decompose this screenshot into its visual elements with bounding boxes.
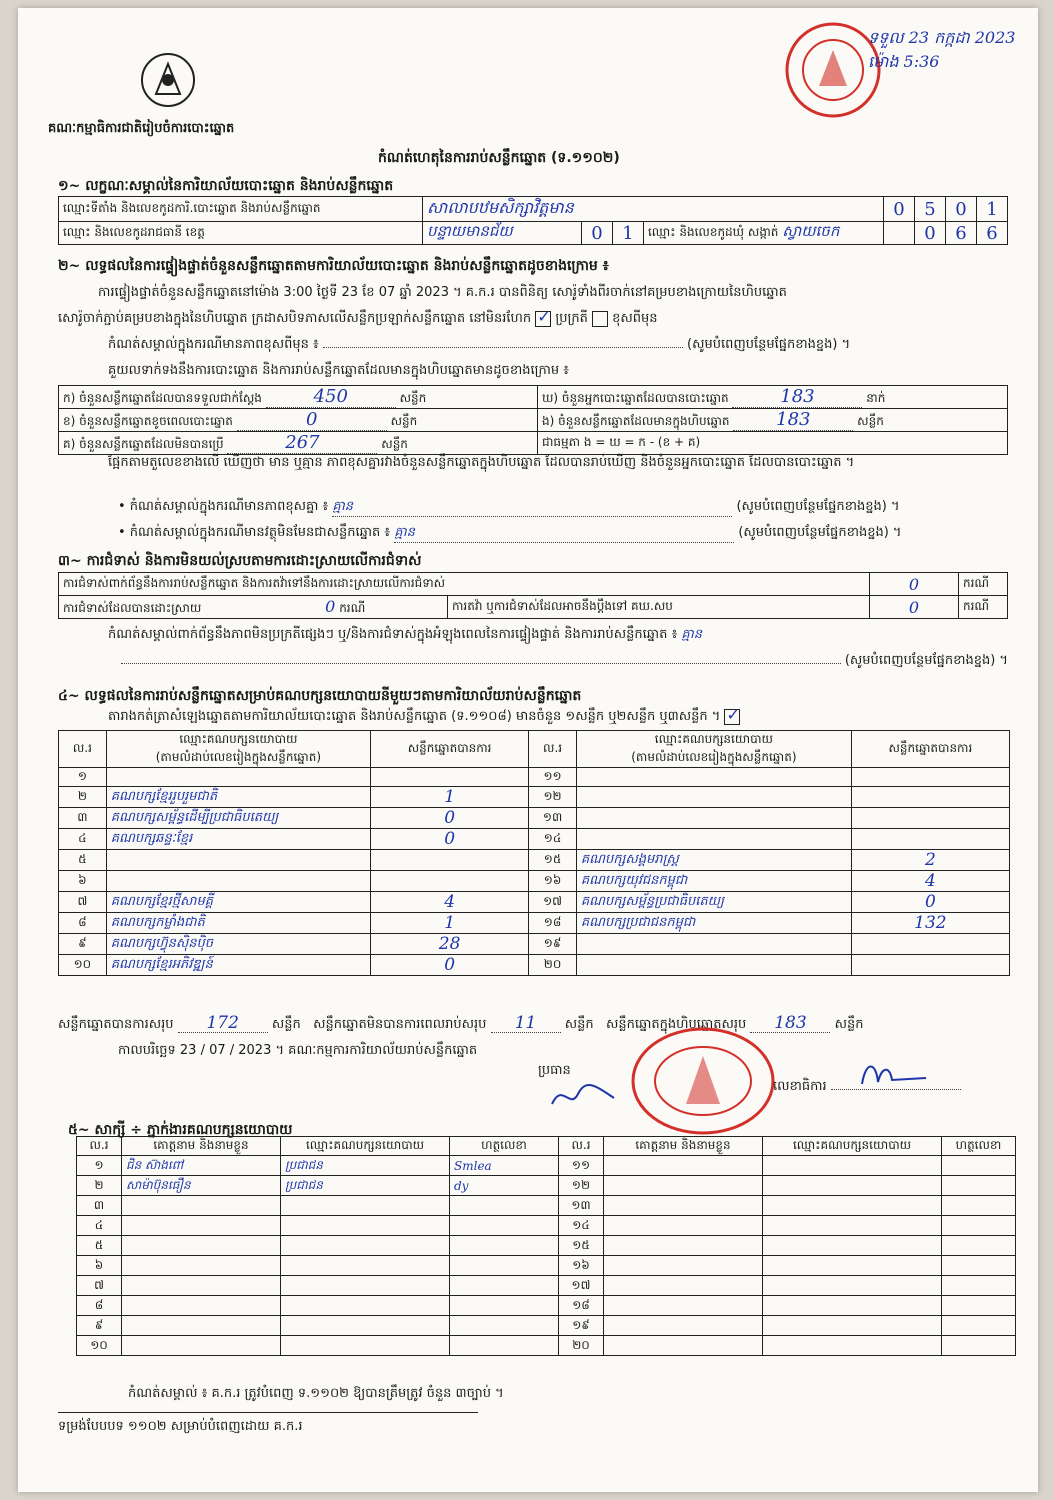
witness-party-right	[763, 1176, 942, 1196]
table-row	[59, 913, 1010, 934]
witness-name	[122, 1256, 281, 1276]
province-value: បន្ទាយមានជ័យ	[423, 222, 582, 245]
count-k-unit: សន្លឹក	[399, 391, 427, 405]
col-votes-right: សន្លឹកឆ្នោតបានការ	[851, 731, 1009, 768]
witness-name	[122, 1336, 281, 1356]
col-party-title: ឈ្មោះគណបក្សនយោបាយ	[179, 732, 298, 746]
result-party-right: គណបក្សសង្គមរាស្ត្រ	[576, 850, 851, 871]
commune-label	[644, 222, 884, 245]
witness-party-right	[763, 1256, 942, 1276]
count-kh-label: ខ) ចំនួនសន្លឹកឆ្នោតខូចពេលបោះឆ្នោត	[63, 414, 233, 428]
witness-name-right	[604, 1216, 763, 1236]
witness-no: ២	[77, 1176, 122, 1196]
table-row	[77, 1296, 1016, 1316]
w-col-name-right: គោត្តនាម និងនាមខ្លួន	[604, 1137, 763, 1156]
w-col-name: គោត្តនាម និងនាមខ្លួន	[122, 1137, 281, 1156]
table-row	[59, 787, 1010, 808]
count-ng-unit: នាក់	[866, 391, 886, 405]
table-row	[59, 934, 1010, 955]
document-page	[18, 8, 1038, 1492]
normal-checkbox	[535, 311, 551, 327]
total-invalid-label: សន្លឹកឆ្នោតមិនបានការពេលរាប់សរុប	[313, 1017, 487, 1032]
province-label: ឈ្មោះ និងលេខកូដរាជធានី ខេត្ត	[59, 222, 423, 245]
table-row	[77, 1236, 1016, 1256]
result-no: ៣	[59, 808, 107, 829]
chair-signature	[548, 1080, 618, 1116]
result-party: គណបក្សខ្មែរថ្មីសាមគ្គី	[106, 892, 370, 913]
result-party-right	[576, 787, 851, 808]
footer-text: ទម្រង់បែបបទ ១១០២ សម្រាប់បំពេញដោយ គ.ក.រ	[58, 1419, 303, 1434]
section5-note: កំណត់សម្គាល់ ៖ គ.ក.រ ត្រូវបំពេញ ទ.១១០២ ឱ្យបានត្រឹមត្រូវ ចំនួន ៣ច្បាប់ ។	[128, 1386, 504, 1401]
witness-sign-right	[942, 1256, 1016, 1276]
count-k	[59, 386, 538, 409]
witness-no-right: ១៤	[559, 1216, 604, 1236]
witness-name-right	[604, 1156, 763, 1176]
witness-party-right	[763, 1156, 942, 1176]
result-no: ១	[59, 768, 107, 787]
code-digit: 5	[915, 197, 946, 222]
result-party-right	[576, 808, 851, 829]
verification-line2	[58, 310, 1008, 328]
witness-sign-right	[942, 1276, 1016, 1296]
nec-emblem-icon	[138, 50, 198, 110]
witness-name	[122, 1276, 281, 1296]
counts-intro: គួយលទាក់ទងនឹងការបោះឆ្នោត និងការរាប់សន្លឹកឆ្នោតដែលមានក្នុងហិបឆ្នោតមានដូចខាងក្រោម ៖	[108, 363, 569, 378]
witness-no-right: ១៩	[559, 1316, 604, 1336]
result-party-right: គណបក្សសម្ព័ន្ធប្រជាធិបតេយ្យ	[576, 892, 851, 913]
note3-hint: (សូមបំពេញបន្ថែមផ្នែកខាងខ្នង) ។	[738, 525, 902, 540]
total-box-value: 183	[750, 1014, 830, 1033]
objection-note-label: កំណត់សម្គាល់ពាក់ព័ន្ធនឹងភាពមិនប្រក្រតីផ្សេងៗ ឬ/និងការជំទាស់ក្នុងអំឡុងពេលនៃការផ្ទៀងផ្ទាត់ និងការរាប់សន្លឹកឆ្នោត ៖	[108, 627, 678, 642]
result-votes-right: 2	[851, 850, 1009, 871]
normal-label: ប្រក្រតី	[555, 311, 588, 326]
result-no: ៩	[59, 934, 107, 955]
witness-sign-right	[942, 1156, 1016, 1176]
witness-party	[281, 1336, 450, 1356]
total-box-label: សន្លឹកឆ្នោតក្នុងហិបឆ្នោតសរុប	[605, 1017, 747, 1032]
count-k-label: ក) ចំនួនសន្លឹកឆ្នោតដែលបានទទួលជាក់ស្តែង	[63, 391, 262, 405]
location-value: សាលាបឋមសិក្សាវិត្តមាន	[423, 197, 884, 222]
result-party	[106, 871, 370, 892]
col-party-right-sub: (តាមលំដាប់លេខរៀងក្នុងសន្លឹកឆ្នោត)	[631, 750, 797, 764]
witness-party-right	[763, 1296, 942, 1316]
objection-r3-unit: ករណី	[959, 596, 1008, 619]
result-votes: 0	[371, 808, 529, 829]
witness-name-right	[604, 1296, 763, 1316]
total-invalid-unit: សន្លឹក	[564, 1017, 594, 1032]
witness-name	[122, 1236, 281, 1256]
result-party	[106, 850, 370, 871]
count-g-unit: សន្លឹក	[857, 414, 884, 428]
note3-label: • កំណត់សម្គាល់ក្នុងករណីមានវត្ថុមិនមែនជាសន្លឹកឆ្នោត ៖	[118, 525, 391, 540]
witness-sign-right	[942, 1336, 1016, 1356]
count-ko-value: 267	[227, 432, 377, 454]
col-party-sub: (តាមលំដាប់លេខរៀងក្នុងសន្លឹកឆ្នោត)	[155, 750, 322, 764]
result-votes: 0	[371, 955, 529, 976]
witness-party	[281, 1236, 450, 1256]
table-row	[77, 1276, 1016, 1296]
result-no-right: ១៥	[529, 850, 577, 871]
result-votes: 28	[371, 934, 529, 955]
count-ng-label: ឃ) ចំនួនអ្នកបោះឆ្នោតដែលបានបោះឆ្នោត	[542, 391, 729, 405]
witness-name: ជិន ស៊ាងពៅ	[122, 1156, 281, 1176]
count-ng-value: 183	[732, 386, 862, 408]
section4-intro-text: តារាងកត់ត្រាសំឡេងឆ្នោតតាមការិយាល័យបោះឆ្នោត និងរាប់សន្លឹកឆ្នោត (ទ.១១០៨) មានចំនួន ១សន្លឹក ឬ២សន្លឹក ឬ៣សន្លឹក ។	[108, 709, 721, 724]
section4-intro	[108, 708, 740, 726]
note2-label: • កំណត់សម្គាល់ក្នុងករណីមានភាពខុសគ្នា ៖	[118, 499, 329, 514]
witness-party-right	[763, 1336, 942, 1356]
witness-sign-right	[942, 1176, 1016, 1196]
totals-line	[58, 1014, 1010, 1034]
count-kh	[59, 409, 538, 432]
table-row	[77, 1216, 1016, 1236]
count-kh-value: 0	[237, 409, 387, 431]
count-kh-unit: សន្លឹក	[390, 414, 418, 428]
result-no: ៦	[59, 871, 107, 892]
objection-r3-value: 0	[870, 596, 959, 619]
result-no: ៤	[59, 829, 107, 850]
witness-name-right	[604, 1236, 763, 1256]
commune-code-spacer	[884, 222, 915, 245]
count-k-value: 450	[266, 386, 396, 408]
total-invalid-value: 11	[491, 1014, 561, 1033]
result-no-right: ១៨	[529, 913, 577, 934]
objection-dots	[121, 663, 841, 664]
witness-sign	[450, 1276, 559, 1296]
note2	[118, 498, 1008, 517]
witness-sign	[450, 1256, 559, 1276]
result-no-right: ១២	[529, 787, 577, 808]
result-votes	[371, 871, 529, 892]
result-party: គណបក្សខ្មែររួបរួមជាតិ	[106, 787, 370, 808]
witness-party-right	[763, 1316, 942, 1336]
footer-divider	[58, 1412, 478, 1413]
table-row	[77, 1156, 1016, 1176]
witness-no-right: ១៦	[559, 1256, 604, 1276]
province-code-digit: 1	[613, 222, 644, 245]
witness-no-right: ១២	[559, 1176, 604, 1196]
witness-sign-right	[942, 1236, 1016, 1256]
witness-sign-right	[942, 1296, 1016, 1316]
witness-name-right	[604, 1276, 763, 1296]
col-party-right	[576, 731, 851, 768]
count-g	[538, 409, 1008, 432]
witness-sign	[450, 1336, 559, 1356]
w-col-no: ល.រ	[77, 1137, 122, 1156]
note3	[118, 524, 1008, 543]
result-votes	[371, 850, 529, 871]
objection-r1-value: 0	[870, 573, 959, 596]
w-col-no-right: ល.រ	[559, 1137, 604, 1156]
result-votes-right	[851, 808, 1009, 829]
witness-no-right: ១១	[559, 1156, 604, 1176]
result-party: គណបក្សសម្ព័ន្ធដើម្បីប្រជាធិបតេយ្យ	[106, 808, 370, 829]
witness-name	[122, 1216, 281, 1236]
objection-note-line2	[58, 652, 1008, 670]
witness-party-right	[763, 1216, 942, 1236]
code-digit: 0	[884, 197, 915, 222]
witness-no: ៥	[77, 1236, 122, 1256]
total-valid-label: សន្លឹកឆ្នោតបានការសរុប	[58, 1017, 174, 1032]
table-row	[59, 808, 1010, 829]
result-no-right: ១៣	[529, 808, 577, 829]
witness-no: ៨	[77, 1296, 122, 1316]
witness-sign	[450, 1216, 559, 1236]
witness-no: ៦	[77, 1256, 122, 1276]
w-col-party: ឈ្មោះគណបក្សនយោបាយ	[281, 1137, 450, 1156]
commune-code-digit: 0	[915, 222, 946, 245]
col-no-right: ល.រ	[529, 731, 577, 768]
total-valid-value: 172	[178, 1014, 268, 1033]
count-g-label: ង) ចំនួនសន្លឹកឆ្នោតដែលមានក្នុងហិបឆ្នោត	[542, 414, 730, 428]
witness-sign-right	[942, 1216, 1016, 1236]
witness-party	[281, 1256, 450, 1276]
result-no: ៨	[59, 913, 107, 934]
objection-r2	[59, 596, 448, 619]
witness-name-right	[604, 1336, 763, 1356]
note3-value: គ្មាន	[394, 524, 734, 543]
objection-hint: (សូមបំពេញបន្ថែមផ្នែកខាងខ្នង) ។	[844, 653, 1008, 668]
result-party: គណបក្សខ្មែរអភិវឌ្ឍន៍	[106, 955, 370, 976]
verification-line2-text: សោរ៉ូចាក់ភ្ជាប់គម្របខាងក្នុងនៃហិបឆ្នោត ក្រដាសបិទភាសលើសន្លឹកប្រឡាក់សន្លឹកឆ្នោត នៅមិនរហែក	[58, 311, 532, 326]
result-no-right: ២០	[529, 955, 577, 976]
witness-table	[76, 1136, 1016, 1356]
result-no-right: ១៦	[529, 871, 577, 892]
witness-sign	[450, 1236, 559, 1256]
result-no: ១០	[59, 955, 107, 976]
commune-code-digit: 6	[946, 222, 977, 245]
witness-sign-right	[942, 1196, 1016, 1216]
result-votes-right	[851, 787, 1009, 808]
witness-party-right	[763, 1276, 942, 1296]
witness-no: ៤	[77, 1216, 122, 1236]
note1-dots	[323, 347, 683, 348]
witness-party-right	[763, 1236, 942, 1256]
chair-label: ប្រធាន	[538, 1063, 571, 1078]
w-col-sign-right: ហត្ថលេខា	[942, 1137, 1016, 1156]
count-ko-label: គ) ចំនួនសន្លឹកឆ្នោតដែលមិនបានប្រើ	[63, 437, 224, 451]
result-party: គណបក្សកម្លាំងជាតិ	[106, 913, 370, 934]
objection-note-value: គ្មាន	[681, 627, 703, 642]
witness-name: សាម៉ាប៊ុនធឿន	[122, 1176, 281, 1196]
witness-no-right: ១៧	[559, 1276, 604, 1296]
witness-name	[122, 1296, 281, 1316]
code-digit: 1	[977, 197, 1008, 222]
total-box-unit: សន្លឹក	[834, 1017, 864, 1032]
result-party: គណបក្សហ៊្វុនស៊ិនប៉ិច	[106, 934, 370, 955]
table-row	[59, 768, 1010, 787]
witness-no-right: ១៣	[559, 1196, 604, 1216]
col-party-right-title: ឈ្មោះគណបក្សនយោបាយ	[654, 732, 773, 746]
code-digit: 0	[946, 197, 977, 222]
witness-name	[122, 1196, 281, 1216]
note1	[108, 336, 1008, 354]
witness-no-right: ១៥	[559, 1236, 604, 1256]
result-no-right: ១៧	[529, 892, 577, 913]
witness-party: ប្រជាជន	[281, 1156, 450, 1176]
witness-sign	[450, 1316, 559, 1336]
table-row	[59, 892, 1010, 913]
total-valid-unit: សន្លឹក	[271, 1017, 301, 1032]
table-row	[59, 850, 1010, 871]
witness-name-right	[604, 1316, 763, 1336]
result-votes-right	[851, 768, 1009, 787]
result-votes-right: 4	[851, 871, 1009, 892]
result-party-right	[576, 768, 851, 787]
section3-heading: ៣~ ការជំទាស់ និងការមិនយល់ស្របតាមការដោះស្រាយលើការជំទាស់	[58, 553, 422, 569]
result-votes-right	[851, 829, 1009, 850]
witness-party-right	[763, 1196, 942, 1216]
result-votes-right	[851, 934, 1009, 955]
witness-no-right: ២០	[559, 1336, 604, 1356]
objection-r2-unit: ករណី	[339, 600, 366, 615]
section1-heading: ១~ លក្ខណៈសម្គាល់នៃការិយាល័យបោះឆ្នោត និងរាប់សន្លឹកឆ្នោត	[58, 178, 394, 194]
form-title: កំណត់ហេតុនៃការរាប់សន្លឹកឆ្នោត (ទ.១១០២)	[378, 150, 620, 166]
committee-stamp	[628, 1026, 778, 1136]
different-checkbox	[592, 311, 608, 327]
result-votes-right	[851, 955, 1009, 976]
result-no-right: ១១	[529, 768, 577, 787]
witness-no: ១០	[77, 1336, 122, 1356]
note2-hint: (សូមបំពេញបន្ថែមផ្នែកខាងខ្នង) ។	[736, 499, 900, 514]
witness-name-right	[604, 1256, 763, 1276]
count-ng	[538, 386, 1008, 409]
stamp-handwriting: ទទួល 23 កក្កដា 2023 ម៉ោង 5:36	[868, 28, 1016, 71]
witness-party	[281, 1316, 450, 1336]
witness-party: ប្រជាជន	[281, 1176, 450, 1196]
result-votes-right: 0	[851, 892, 1009, 913]
date-line: កាលបរិច្ឆេទ 23 / 07 / 2023 ។ គណៈកម្មការការិយាល័យរាប់សន្លឹកឆ្នោត	[118, 1043, 478, 1058]
result-votes-right: 132	[851, 913, 1009, 934]
result-votes	[371, 768, 529, 787]
table-row	[59, 955, 1010, 976]
result-no: ៥	[59, 850, 107, 871]
table-row	[59, 871, 1010, 892]
secretary-label-text: លេខាធិការ	[773, 1079, 827, 1094]
result-no: ២	[59, 787, 107, 808]
objection-r2-value: 0	[325, 596, 336, 616]
comparison-line: ផ្អែកតាមតួលេខខាងលើ ឃើញថា មាន ឬគ្មាន ភាពខុសគ្នារវាងចំនួនសន្លឹកឆ្នោតក្នុងហិបឆ្នោត ដែលបានរាប់ឃើញ និងចំនួនអ្នកបោះឆ្នោត ដែលបានបោះឆ្នោត ។	[108, 455, 855, 470]
w-col-party-right: ឈ្មោះគណបក្សនយោបាយ	[763, 1137, 942, 1156]
note1-hint: (សូមបំពេញបន្ថែមផ្នែកខាងខ្នង) ។	[687, 337, 851, 352]
witness-sign: dy	[450, 1176, 559, 1196]
commune-code-digit: 6	[977, 222, 1008, 245]
result-party-right: គណបក្សយុវជនកម្ពុជា	[576, 871, 851, 892]
col-no: ល.រ	[59, 731, 107, 768]
result-votes: 1	[371, 787, 529, 808]
table-row	[77, 1196, 1016, 1216]
section5-heading: ៥~ សាក្សី ÷ ភ្នាក់ងារគណបក្សនយោបាយ	[68, 1122, 293, 1138]
table-row	[77, 1176, 1016, 1196]
commune-label-text: ឈ្មោះ និងលេខកូដឃុំ សង្កាត់	[648, 225, 779, 239]
table-row	[77, 1256, 1016, 1276]
location-table	[58, 196, 1008, 245]
witness-party	[281, 1196, 450, 1216]
witness-party	[281, 1276, 450, 1296]
result-party-right	[576, 934, 851, 955]
objection-note	[108, 626, 1008, 644]
commune-value: ស្វាយចេក	[782, 222, 840, 240]
different-label: ខុសពីមុន	[612, 311, 658, 326]
verification-line1: ការផ្ទៀងផ្ទាត់ចំនួនសន្លឹកឆ្នោតនៅម៉ោង 3:00 ថ្ងៃទី 23 ខែ 07 ឆ្នាំ 2023 ។ គ.ក.រ បានពិនិត្យ សោរ៉ូទាំងពីរចាក់នៅគម្របខាងក្រោយនៃហិបឆ្នោត	[98, 285, 787, 300]
results-table	[58, 730, 1010, 976]
result-no-right: ១៤	[529, 829, 577, 850]
witness-name-right	[604, 1196, 763, 1216]
w-col-sign: ហត្ថលេខា	[450, 1137, 559, 1156]
result-party-right	[576, 955, 851, 976]
objection-r3-label: ការតវ៉ា ឬការជំទាស់ដែលអាចនឹងប្តឹងទៅ គឃ.សប	[448, 596, 870, 619]
location-label: ឈ្មោះទីតាំង និងលេខកូដការិ.បោះឆ្នោត និងរាប់សន្លឹកឆ្នោត	[59, 197, 423, 222]
result-party-right: គណបក្សប្រជាជនកម្ពុជា	[576, 913, 851, 934]
result-party	[106, 768, 370, 787]
witness-party	[281, 1216, 450, 1236]
note1-label: កំណត់សម្គាល់ក្នុងករណីមានភាពខុសពីមុន ៖	[108, 337, 319, 352]
witness-no: ១	[77, 1156, 122, 1176]
result-party: គណបក្សឆន្ទៈខ្មែរ	[106, 829, 370, 850]
objection-r1-label: ការជំទាស់ពាក់ព័ន្ធនឹងការរាប់សន្លឹកឆ្នោត និងការតវ៉ាទៅនឹងការដោះស្រាយលើការជំទាស់	[59, 573, 870, 596]
section4-heading: ៤~ លទ្ធផលនៃការរាប់សន្លឹកឆ្នោតសម្រាប់គណបក្សនយោបាយនីមួយៗតាមការិយាល័យរាប់សន្លឹកឆ្នោត	[58, 688, 582, 704]
count-ko	[59, 432, 538, 455]
witness-no: ៩	[77, 1316, 122, 1336]
section2-heading: ២~ លទ្ធផលនៃការផ្ទៀងផ្ទាត់ចំនួនសន្លឹកឆ្នោតតាមការិយាល័យបោះឆ្នោត និងរាប់សន្លឹកឆ្នោតដូចខាងក្រោម ៖	[58, 258, 609, 274]
witness-no: ៧	[77, 1276, 122, 1296]
table-row	[59, 829, 1010, 850]
witness-name	[122, 1316, 281, 1336]
table-row	[77, 1316, 1016, 1336]
witness-party	[281, 1296, 450, 1316]
result-party-right	[576, 829, 851, 850]
result-votes: 0	[371, 829, 529, 850]
org-name: គណៈកម្មាធិការជាតិរៀបចំការបោះឆ្នោត	[48, 121, 235, 136]
col-party	[106, 731, 370, 768]
count-g-value: 183	[733, 409, 853, 431]
witness-no: ៣	[77, 1196, 122, 1216]
result-votes: 4	[371, 892, 529, 913]
result-no: ៧	[59, 892, 107, 913]
result-votes: 1	[371, 913, 529, 934]
objection-r2-label: ការជំទាស់ដែលបានដោះស្រាយ	[63, 600, 202, 615]
witness-sign-right	[942, 1316, 1016, 1336]
province-code-digit: 0	[582, 222, 613, 245]
witness-sign	[450, 1196, 559, 1216]
witness-sign: Smlea	[450, 1156, 559, 1176]
col-votes: សន្លឹកឆ្នោតបានការ	[371, 731, 529, 768]
witness-name-right	[604, 1176, 763, 1196]
witness-sign	[450, 1296, 559, 1316]
result-no-right: ១៩	[529, 934, 577, 955]
formula: ជាធម្មតា ង = ឃ = ក - (ខ + គ)	[538, 432, 1008, 455]
count-ko-unit: សន្លឹក	[381, 437, 408, 451]
objection-r1-unit: ករណី	[959, 573, 1008, 596]
sheets-checkbox	[724, 709, 740, 725]
counts-table	[58, 385, 1008, 455]
witness-no-right: ១៨	[559, 1296, 604, 1316]
objections-table	[58, 572, 1008, 619]
table-row	[77, 1336, 1016, 1356]
note2-value: គ្មាន	[332, 498, 732, 517]
secretary-signature	[856, 1056, 936, 1094]
